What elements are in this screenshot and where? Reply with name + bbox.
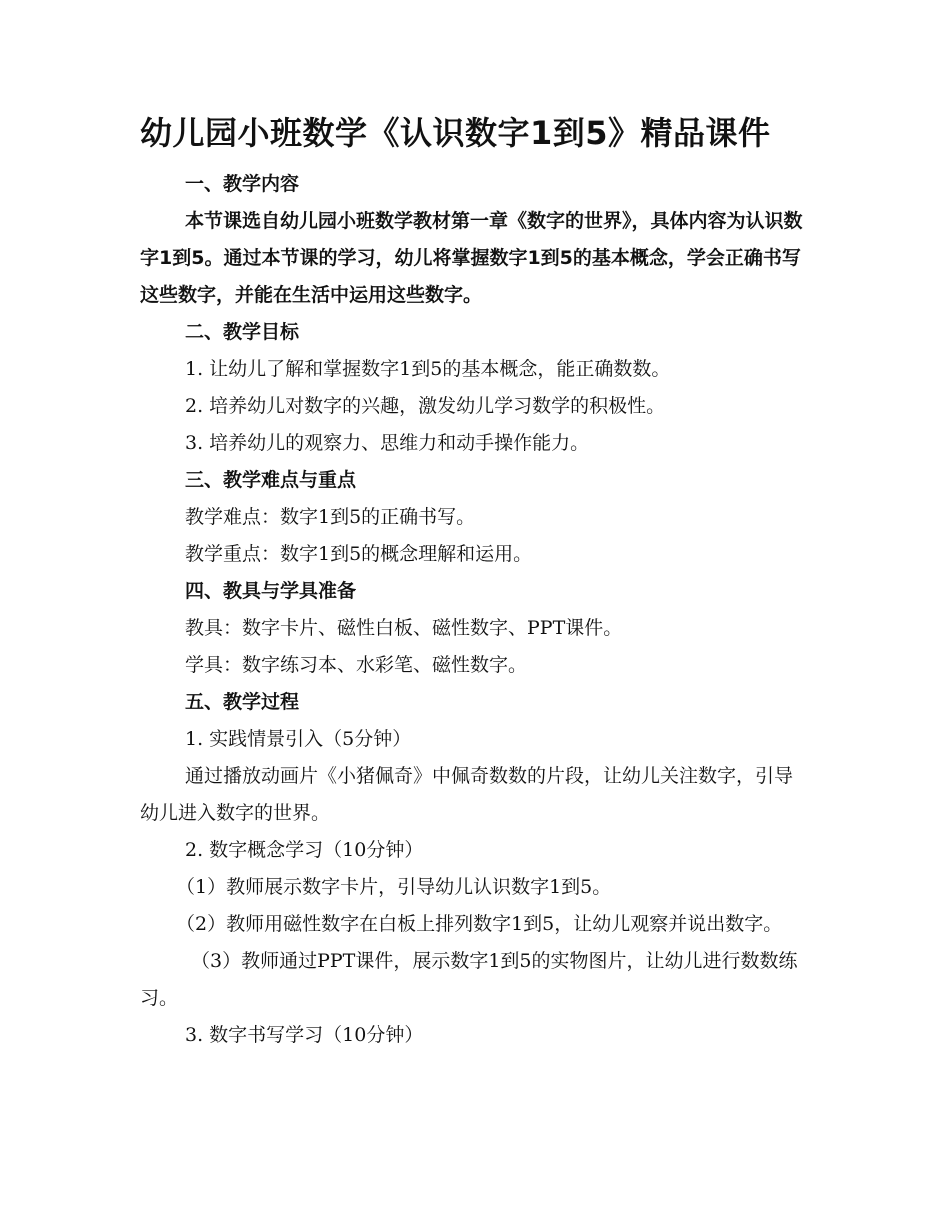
document-body bbox=[140, 166, 805, 1054]
objective-item-2: 2. 培养幼儿对数字的兴趣，激发幼儿学习数学的积极性。 bbox=[185, 395, 666, 417]
process-step-1-paragraph: 通过播放动画片《小猪佩奇》中佩奇数数的片段，让幼儿关注数字，引导幼儿进入数字的世界。 bbox=[140, 765, 794, 824]
process-step-2-b: （2）教师用磁性数字在白板上排列数字1到5，让幼儿观察并说出数字。 bbox=[176, 913, 783, 935]
objective-item-3: 3. 培养幼儿的观察力、思维力和动手操作能力。 bbox=[185, 432, 590, 454]
teacher-materials: 教具：数字卡片、磁性白板、磁性数字、PPT课件。 bbox=[185, 617, 623, 639]
page-title: 幼儿园小班数学《认识数字1到5》精品课件 bbox=[140, 114, 771, 152]
section-heading-difficulty: 三、教学难点与重点 bbox=[185, 469, 357, 491]
process-step-3: 3. 数字书写学习（10分钟） bbox=[185, 1024, 424, 1046]
section-heading-process: 五、教学过程 bbox=[185, 691, 300, 713]
student-materials: 学具：数字练习本、水彩笔、磁性数字。 bbox=[185, 654, 528, 676]
process-step-2-a: （1）教师展示数字卡片，引导幼儿认识数字1到5。 bbox=[176, 876, 612, 898]
process-step-1: 1. 实践情景引入（5分钟） bbox=[185, 728, 412, 750]
section-heading-content: 一、教学内容 bbox=[185, 173, 300, 195]
section-heading-materials: 四、教具与学具准备 bbox=[185, 580, 357, 602]
process-step-2: 2. 数字概念学习（10分钟） bbox=[185, 839, 424, 861]
key-point-text: 教学重点：数字1到5的概念理解和运用。 bbox=[185, 543, 533, 565]
difficulty-text: 教学难点：数字1到5的正确书写。 bbox=[185, 506, 476, 528]
section-heading-objectives: 二、教学目标 bbox=[185, 321, 300, 343]
objective-item-1: 1. 让幼儿了解和掌握数字1到5的基本概念，能正确数数。 bbox=[185, 358, 671, 380]
process-step-2-c: （3）教师通过PPT课件，展示数字1到5的实物图片，让幼儿进行数数练习。 bbox=[140, 950, 798, 1009]
content-paragraph: 本节课选自幼儿园小班数学教材第一章《数字的世界》，具体内容为认识数字1到5。通过本节课的学习，幼儿将掌握数字1到5的基本概念，学会正确书写这些数字，并能在生活中运用这些数字。 bbox=[140, 210, 803, 306]
